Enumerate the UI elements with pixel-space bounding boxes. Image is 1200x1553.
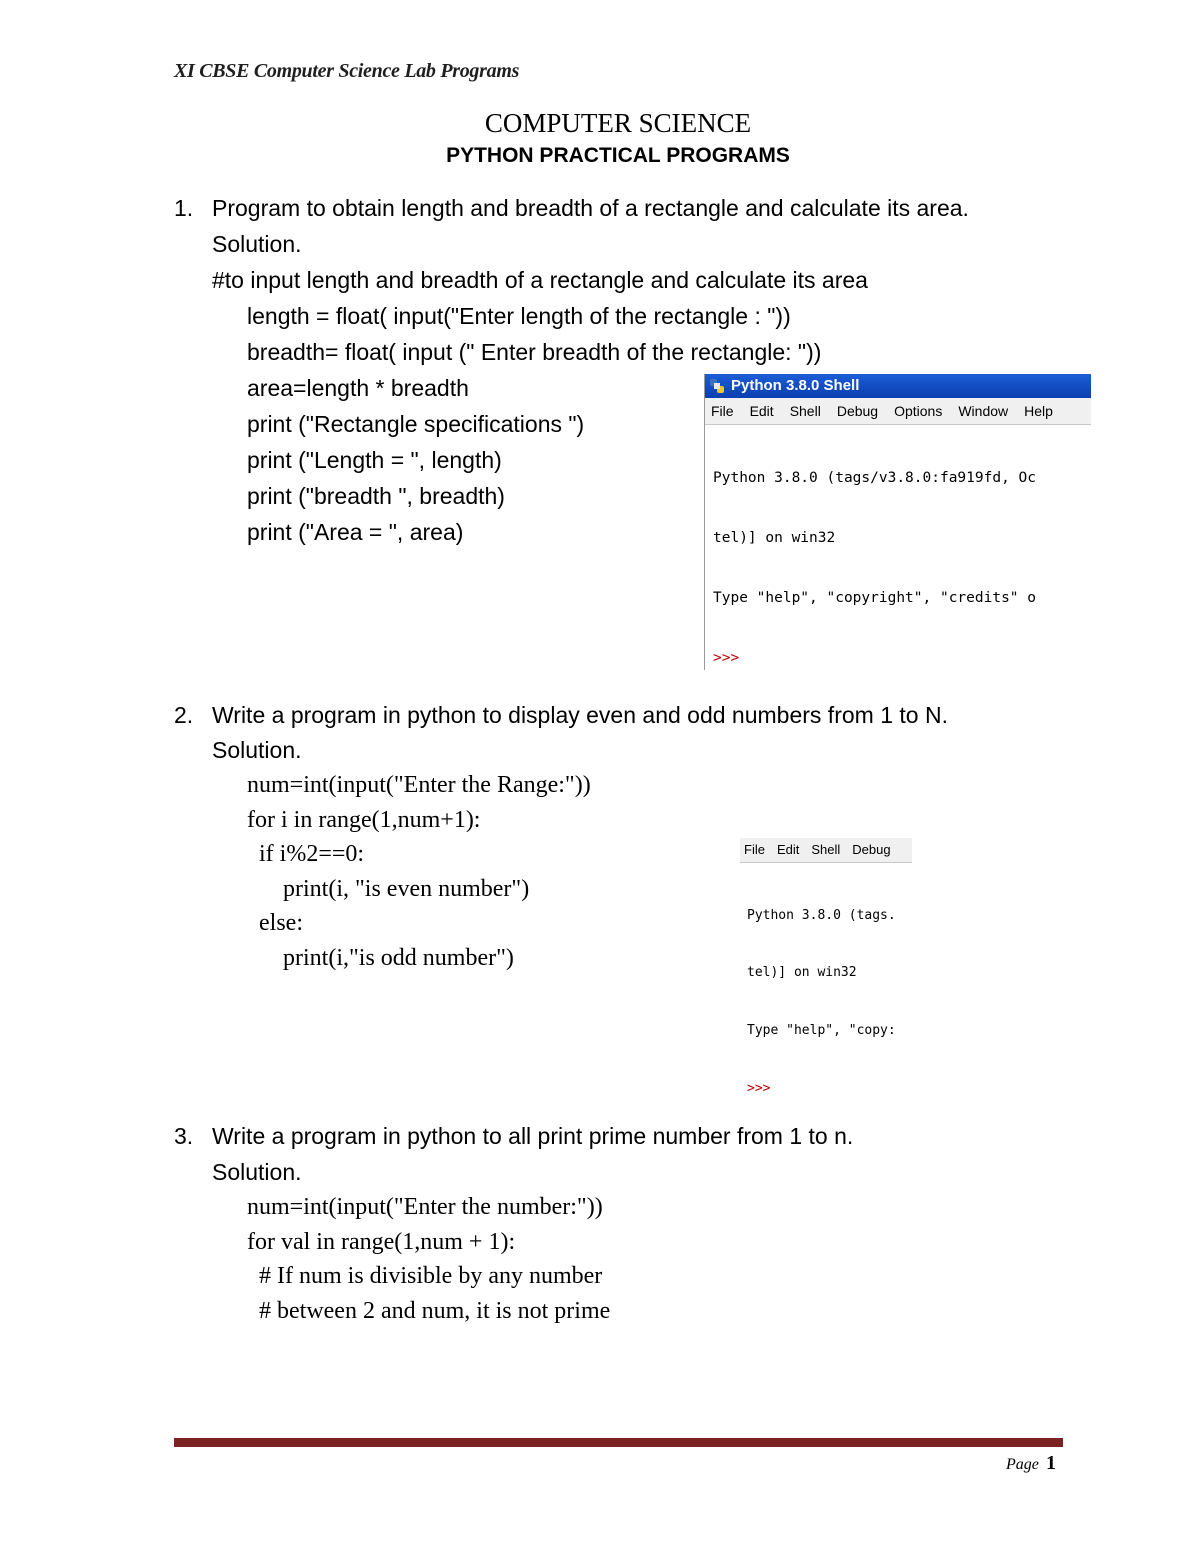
- python-icon: [709, 378, 725, 394]
- code-line: num=int(input("Enter the Range:")): [247, 772, 591, 798]
- menu-help: Help: [1024, 403, 1053, 419]
- code-line: for val in range(1,num + 1):: [247, 1228, 516, 1255]
- code-line: print ("Rectangle specifications "): [247, 411, 585, 437]
- code-line: print(i,"is odd number"): [247, 944, 514, 971]
- shell-prompt: >>>: [747, 1081, 771, 1094]
- code-line: for i in range(1,num+1):: [247, 806, 481, 833]
- q3-code-block: [247, 1190, 610, 1328]
- code-line: num=int(input("Enter the number:")): [247, 1194, 603, 1220]
- document-subtitle: PYTHON PRACTICAL PROGRAMS: [446, 144, 790, 167]
- q3-solution-label: Solution.: [212, 1159, 302, 1185]
- code-line: print(i, "is even number"): [247, 875, 530, 902]
- shell-menubar: [705, 398, 1091, 425]
- q2-code-block: [247, 768, 591, 975]
- page-label: Page: [1006, 1456, 1039, 1473]
- q2-solution-label: Solution.: [212, 737, 302, 763]
- shell-line: Python 3.8.0 (tags/v3.8.0:fa919fd, Oc: [713, 470, 1037, 486]
- q1-question: Program to obtain length and breadth of a rectangle and calculate its area.: [212, 195, 969, 221]
- code-line: print ("Area = ", area): [247, 519, 464, 545]
- page-number: 1: [1046, 1452, 1056, 1474]
- q3-number: 3.: [174, 1123, 194, 1149]
- menu-window: Window: [958, 403, 1009, 419]
- shell-line: tel)] on win32: [747, 965, 857, 981]
- shell-output: [740, 863, 912, 1094]
- code-line: print ("Length = ", length): [247, 447, 502, 473]
- code-line: area=length * breadth: [247, 375, 469, 401]
- shell-titlebar: [705, 374, 1091, 398]
- shell-line: Type "help", "copyright", "credits" o: [713, 590, 1037, 606]
- q1-solution-label: Solution.: [212, 231, 302, 257]
- shell-line: Type "help", "copy:: [747, 1023, 896, 1039]
- q1-comment: #to input length and breadth of a rectangle and calculate its area: [212, 267, 868, 293]
- shell-menubar: [740, 838, 912, 863]
- code-line: else:: [247, 910, 303, 936]
- menu-options: Options: [894, 403, 943, 419]
- code-line: # between 2 and num, it is not prime: [247, 1297, 611, 1324]
- q3-question: Write a program in python to all print prime number from 1 to n.: [212, 1123, 854, 1149]
- python-shell-screenshot-1: [704, 374, 1091, 670]
- menu-edit: Edit: [749, 403, 774, 419]
- page-header: XI CBSE Computer Science Lab Programs: [174, 60, 520, 82]
- menu-file: File: [711, 403, 734, 419]
- document-title: COMPUTER SCIENCE: [484, 108, 752, 138]
- code-line: breadth= float( input (" Enter breadth of the rectangle: ")): [247, 339, 822, 365]
- q1-number: 1.: [174, 195, 194, 221]
- menu-debug: Debug: [852, 842, 891, 857]
- menu-file: File: [744, 842, 765, 857]
- menu-shell: Shell: [789, 403, 821, 419]
- menu-shell: Shell: [811, 842, 841, 857]
- code-line: print ("breadth ", breadth): [247, 483, 505, 509]
- shell-prompt: >>>: [713, 650, 740, 666]
- shell-output: [705, 425, 1091, 670]
- shell-line: Python 3.8.0 (tags.: [747, 907, 896, 923]
- code-line: # If num is divisible by any number: [247, 1263, 603, 1289]
- q2-question: Write a program in python to display even and odd numbers from 1 to N.: [212, 702, 948, 728]
- code-line: length = float( input("Enter length of the rectangle : ")): [247, 303, 791, 329]
- shell-title: Python 3.8.0 Shell: [731, 377, 860, 394]
- menu-edit: Edit: [776, 842, 800, 857]
- footer-divider: [174, 1438, 1063, 1447]
- shell-line: tel)] on win32: [713, 530, 836, 546]
- code-line: if i%2==0:: [247, 841, 365, 867]
- q2-number: 2.: [174, 702, 194, 728]
- menu-debug: Debug: [836, 403, 879, 419]
- python-shell-screenshot-2: [740, 838, 912, 1094]
